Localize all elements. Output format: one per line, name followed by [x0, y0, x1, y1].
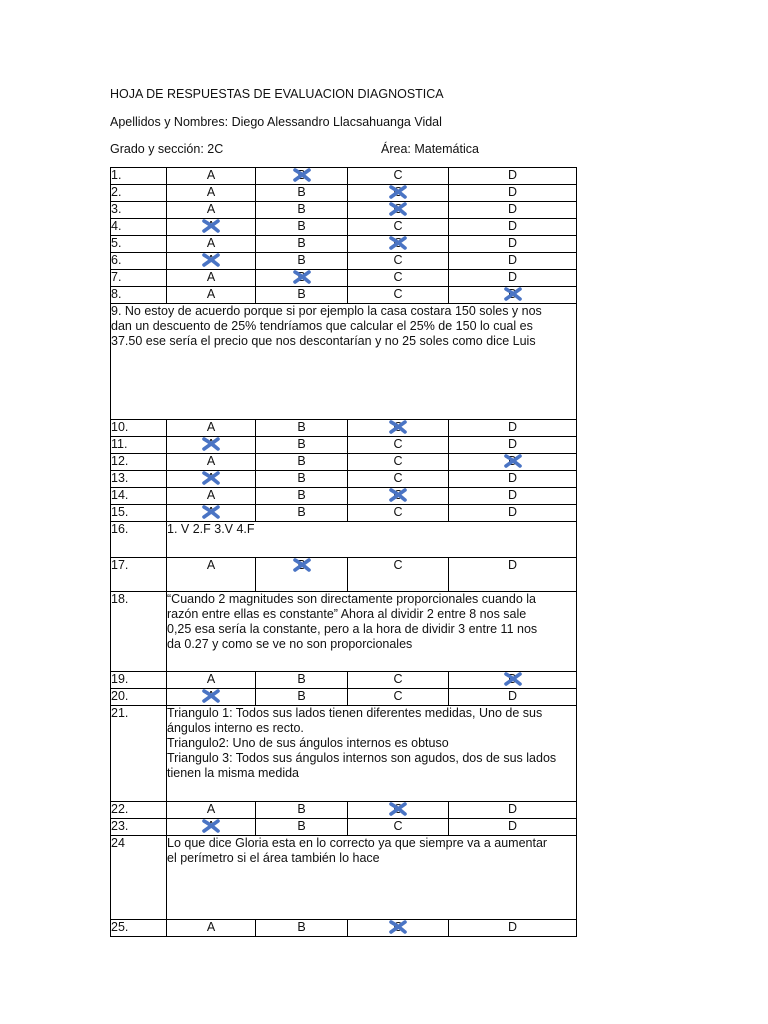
option-cell[interactable] — [167, 471, 256, 488]
open-answer-cell — [167, 522, 577, 558]
option-label: A — [206, 488, 216, 502]
x-mark-icon — [388, 802, 408, 816]
option-cell[interactable] — [348, 454, 449, 471]
option-label: D — [507, 672, 518, 686]
option-cell[interactable] — [256, 168, 348, 185]
option-cell[interactable] — [167, 219, 256, 236]
option-label: B — [297, 558, 306, 572]
option-cell[interactable] — [256, 920, 348, 937]
option-cell[interactable] — [167, 202, 256, 219]
option-cell[interactable] — [256, 454, 348, 471]
answer-text-line: el perímetro si el área también lo hace — [167, 851, 380, 865]
answer-text-line: da 0.27 y como se ve no son proporcionales — [167, 637, 413, 651]
x-mark-icon — [388, 420, 408, 434]
option-label: A — [206, 287, 216, 301]
x-mark-icon — [201, 819, 221, 833]
x-mark-icon — [388, 920, 408, 934]
x-mark-icon — [292, 270, 312, 284]
x-mark-icon — [201, 505, 221, 519]
option-label: C — [393, 802, 403, 816]
option-label: A — [206, 802, 216, 816]
option-cell[interactable] — [348, 287, 449, 304]
x-mark-icon — [201, 253, 221, 267]
open-answer-cell — [167, 592, 577, 672]
option-cell[interactable] — [348, 168, 449, 185]
open-answer-cell — [111, 304, 577, 420]
option-cell[interactable] — [348, 920, 449, 937]
option-cell[interactable] — [449, 471, 577, 488]
option-label: D — [507, 420, 518, 434]
answer-row — [111, 270, 577, 287]
question-number: 6. — [111, 253, 167, 270]
answer-text-line: Triangulo 1: Todos sus lados tienen diferentes medidas, Uno de sus — [167, 706, 543, 720]
option-label: D — [507, 270, 518, 284]
option-label: B — [297, 488, 306, 502]
option-cell[interactable] — [167, 236, 256, 253]
option-label: C — [393, 920, 403, 934]
question-number: 21. — [111, 706, 167, 802]
option-cell[interactable] — [167, 168, 256, 185]
question-number: 24 — [111, 836, 167, 920]
option-cell[interactable] — [167, 185, 256, 202]
option-label: B — [297, 471, 306, 485]
sheet-title: HOJA DE RESPUESTAS DE EVALUACION DIAGNOSTICA — [110, 87, 444, 101]
option-label: D — [507, 802, 518, 816]
option-cell[interactable] — [348, 505, 449, 522]
option-cell[interactable] — [449, 488, 577, 505]
option-label: C — [393, 689, 403, 703]
answer-row — [111, 672, 577, 689]
option-label: D — [507, 168, 518, 182]
option-cell[interactable] — [449, 505, 577, 522]
x-mark-icon — [388, 488, 408, 502]
option-label: D — [507, 253, 518, 267]
option-label: D — [507, 202, 518, 216]
option-cell[interactable] — [449, 689, 577, 706]
option-cell[interactable] — [449, 819, 577, 836]
question-number: 15. — [111, 505, 167, 522]
option-label: C — [393, 236, 403, 250]
answer-row — [111, 689, 577, 706]
option-cell[interactable] — [348, 672, 449, 689]
x-mark-icon — [201, 471, 221, 485]
option-cell[interactable] — [256, 672, 348, 689]
x-mark-icon — [503, 287, 523, 301]
option-label: A — [206, 236, 216, 250]
option-cell[interactable] — [449, 202, 577, 219]
option-label: B — [297, 454, 306, 468]
option-label: D — [507, 454, 518, 468]
option-label: B — [297, 202, 306, 216]
x-mark-icon — [292, 168, 312, 182]
option-label: B — [297, 802, 306, 816]
answer-text-line: 9. No estoy de acuerdo porque si por ejemplo la casa costara 150 soles y nos — [111, 304, 542, 318]
option-label: A — [206, 219, 216, 233]
question-number: 12. — [111, 454, 167, 471]
option-cell[interactable] — [449, 168, 577, 185]
option-label: B — [297, 219, 306, 233]
option-label: B — [297, 920, 306, 934]
answer-row — [111, 202, 577, 219]
option-cell[interactable] — [256, 270, 348, 287]
option-cell[interactable] — [348, 488, 449, 505]
answer-text-line: ángulos interno es recto. — [167, 721, 304, 735]
option-cell[interactable] — [348, 202, 449, 219]
option-label: C — [393, 672, 403, 686]
x-mark-icon — [503, 454, 523, 468]
grade-section: Grado y sección: 2C — [110, 142, 224, 156]
option-cell[interactable] — [449, 454, 577, 471]
x-mark-icon — [292, 558, 312, 572]
option-label: A — [206, 437, 216, 451]
option-label: D — [507, 437, 518, 451]
option-cell[interactable] — [348, 802, 449, 819]
option-cell[interactable] — [348, 270, 449, 287]
answer-text-line: Triangulo2: Uno de sus ángulos internos es obtuso — [167, 736, 449, 750]
option-cell[interactable] — [256, 202, 348, 219]
option-cell[interactable] — [167, 253, 256, 270]
option-cell[interactable] — [167, 437, 256, 454]
option-label: B — [297, 689, 306, 703]
option-label: D — [507, 819, 518, 833]
option-cell[interactable] — [256, 185, 348, 202]
option-cell[interactable] — [348, 185, 449, 202]
option-cell[interactable] — [449, 437, 577, 454]
answers-body — [111, 168, 577, 937]
x-mark-icon — [388, 236, 408, 250]
question-number: 1. — [111, 168, 167, 185]
option-cell[interactable] — [256, 558, 348, 592]
option-cell[interactable] — [449, 270, 577, 287]
option-cell[interactable] — [449, 802, 577, 819]
option-label: D — [507, 236, 518, 250]
answer-row — [111, 802, 577, 819]
question-number: 14. — [111, 488, 167, 505]
question-number: 16. — [111, 522, 167, 558]
question-number: 25. — [111, 920, 167, 937]
option-cell[interactable] — [167, 819, 256, 836]
option-label: D — [507, 505, 518, 519]
open-answer-cell — [167, 706, 577, 802]
option-cell[interactable] — [348, 819, 449, 836]
option-cell[interactable] — [449, 287, 577, 304]
question-number: 7. — [111, 270, 167, 287]
option-label: A — [206, 920, 216, 934]
answer-row — [111, 168, 577, 185]
option-label: A — [206, 672, 216, 686]
option-label: C — [393, 454, 403, 468]
answer-row — [111, 592, 577, 672]
option-cell[interactable] — [348, 689, 449, 706]
option-label: A — [206, 253, 216, 267]
answer-text-line: 0,25 esa sería la constante, pero a la hora de dividir 3 entre 11 nos — [167, 622, 538, 636]
option-label: B — [297, 672, 306, 686]
answer-row — [111, 836, 577, 920]
answer-text-line: Triangulo 3: Todos sus ángulos internos son agudos, dos de sus lados — [167, 751, 557, 765]
answer-row — [111, 287, 577, 304]
answer-row — [111, 471, 577, 488]
option-cell[interactable] — [449, 185, 577, 202]
option-cell[interactable] — [256, 236, 348, 253]
answer-text-line: razón entre ellas es constante” Ahora al dividir 2 entre 8 nos sale — [167, 607, 527, 621]
option-label: D — [507, 219, 518, 233]
subject-area: Área: Matemática — [381, 142, 479, 156]
option-label: A — [206, 471, 216, 485]
option-cell[interactable] — [256, 488, 348, 505]
answer-row — [111, 558, 577, 592]
option-label: B — [297, 236, 306, 250]
option-cell[interactable] — [348, 219, 449, 236]
answer-row — [111, 706, 577, 802]
option-label: A — [206, 168, 216, 182]
option-label: C — [393, 168, 403, 182]
x-mark-icon — [388, 185, 408, 199]
x-mark-icon — [388, 202, 408, 216]
option-label: B — [297, 287, 306, 301]
option-cell[interactable] — [256, 505, 348, 522]
option-label: D — [507, 920, 518, 934]
option-cell[interactable] — [348, 236, 449, 253]
option-label: C — [393, 287, 403, 301]
option-label: B — [297, 505, 306, 519]
option-cell[interactable] — [256, 287, 348, 304]
option-cell[interactable] — [167, 505, 256, 522]
option-label: C — [393, 202, 403, 216]
option-cell[interactable] — [256, 437, 348, 454]
option-label: A — [206, 270, 216, 284]
option-cell[interactable] — [449, 558, 577, 592]
answer-row — [111, 304, 577, 420]
option-cell[interactable] — [167, 802, 256, 819]
option-label: C — [393, 437, 403, 451]
answer-row — [111, 219, 577, 236]
question-number: 10. — [111, 420, 167, 437]
option-label: D — [507, 471, 518, 485]
option-cell[interactable] — [256, 420, 348, 437]
x-mark-icon — [201, 219, 221, 233]
option-label: B — [297, 437, 306, 451]
answer-row — [111, 236, 577, 253]
option-label: C — [393, 819, 403, 833]
option-label: C — [393, 270, 403, 284]
option-label: C — [393, 558, 403, 572]
option-cell[interactable] — [167, 270, 256, 287]
answer-row — [111, 522, 577, 558]
option-label: C — [393, 471, 403, 485]
question-number: 4. — [111, 219, 167, 236]
question-number: 5. — [111, 236, 167, 253]
option-label: D — [507, 287, 518, 301]
option-cell[interactable] — [167, 920, 256, 937]
option-label: B — [297, 185, 306, 199]
option-label: A — [206, 558, 216, 572]
student-name: Apellidos y Nombres: Diego Alessandro Llacsahuanga Vidal — [110, 115, 442, 129]
option-cell[interactable] — [256, 253, 348, 270]
option-label: A — [206, 505, 216, 519]
answer-row — [111, 253, 577, 270]
option-cell[interactable] — [256, 471, 348, 488]
option-cell[interactable] — [449, 219, 577, 236]
answer-row — [111, 819, 577, 836]
option-cell[interactable] — [167, 689, 256, 706]
option-cell[interactable] — [167, 558, 256, 592]
question-number: 19. — [111, 672, 167, 689]
option-label: A — [206, 689, 216, 703]
option-cell[interactable] — [256, 819, 348, 836]
option-label: B — [297, 420, 306, 434]
x-mark-icon — [503, 672, 523, 686]
option-cell[interactable] — [167, 454, 256, 471]
option-cell[interactable] — [167, 287, 256, 304]
option-cell[interactable] — [167, 420, 256, 437]
option-label: A — [206, 819, 216, 833]
option-cell[interactable] — [256, 689, 348, 706]
option-cell[interactable] — [449, 236, 577, 253]
option-label: D — [507, 488, 518, 502]
option-label: D — [507, 558, 518, 572]
option-label: B — [297, 168, 306, 182]
question-number: 3. — [111, 202, 167, 219]
answer-text-line: 1. V 2.F 3.V 4.F — [167, 522, 255, 536]
option-label: A — [206, 420, 216, 434]
x-mark-icon — [201, 689, 221, 703]
option-label: D — [507, 689, 518, 703]
option-cell[interactable] — [167, 672, 256, 689]
answer-row — [111, 454, 577, 471]
option-label: C — [393, 253, 403, 267]
x-mark-icon — [201, 437, 221, 451]
answer-row — [111, 185, 577, 202]
option-label: C — [393, 185, 403, 199]
answers-table — [110, 167, 577, 937]
option-cell[interactable] — [256, 219, 348, 236]
option-cell[interactable] — [167, 488, 256, 505]
option-label: D — [507, 185, 518, 199]
question-number: 2. — [111, 185, 167, 202]
answer-text-line: “Cuando 2 magnitudes son directamente proporcionales cuando la — [167, 592, 536, 606]
option-cell[interactable] — [449, 420, 577, 437]
answer-row — [111, 505, 577, 522]
answer-text-line: dan un descuento de 25% tendríamos que calcular el 25% de 150 lo cual es — [111, 319, 533, 333]
answer-row — [111, 420, 577, 437]
question-number: 20. — [111, 689, 167, 706]
option-label: A — [206, 202, 216, 216]
question-number: 13. — [111, 471, 167, 488]
option-cell[interactable] — [449, 672, 577, 689]
option-cell[interactable] — [348, 437, 449, 454]
option-cell[interactable] — [449, 920, 577, 937]
option-label: C — [393, 420, 403, 434]
answer-text-line: Lo que dice Gloria esta en lo correcto ya que siempre va a aumentar — [167, 836, 548, 850]
option-label: A — [206, 185, 216, 199]
question-number: 22. — [111, 802, 167, 819]
option-label: A — [206, 454, 216, 468]
question-number: 8. — [111, 287, 167, 304]
question-number: 11. — [111, 437, 167, 454]
answer-text-line: tienen la misma medida — [167, 766, 300, 780]
option-label: C — [393, 219, 403, 233]
option-cell[interactable] — [256, 802, 348, 819]
question-number: 18. — [111, 592, 167, 672]
answer-text-line: 37.50 ese sería el precio que nos descontarían y no 25 soles como dice Luis — [111, 334, 536, 348]
option-cell[interactable] — [449, 253, 577, 270]
question-number: 17. — [111, 558, 167, 592]
option-cell[interactable] — [348, 420, 449, 437]
option-label: B — [297, 819, 306, 833]
option-cell[interactable] — [348, 253, 449, 270]
option-label: C — [393, 505, 403, 519]
open-answer-cell — [167, 836, 577, 920]
question-number: 23. — [111, 819, 167, 836]
answer-row — [111, 920, 577, 937]
answer-row — [111, 488, 577, 505]
answer-row — [111, 437, 577, 454]
option-label: B — [297, 253, 306, 267]
option-cell[interactable] — [348, 558, 449, 592]
option-label: B — [297, 270, 306, 284]
option-cell[interactable] — [348, 471, 449, 488]
option-label: C — [393, 488, 403, 502]
